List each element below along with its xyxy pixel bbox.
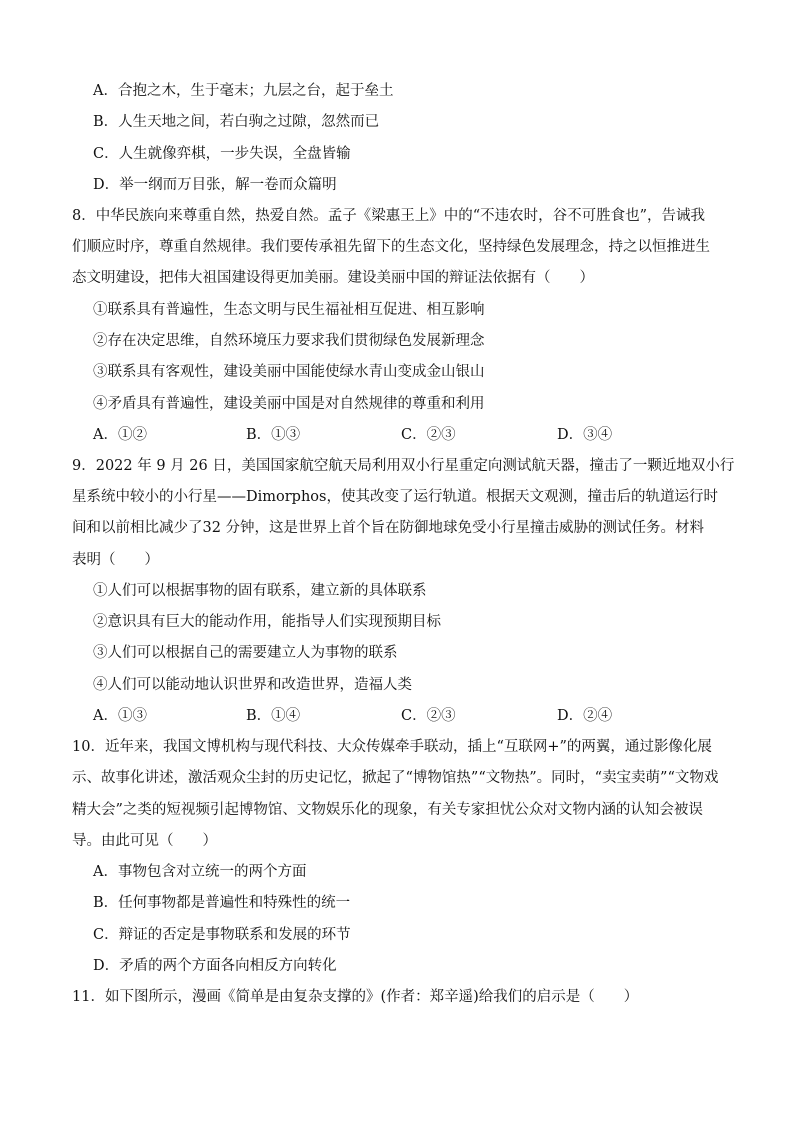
q8-choice-a: A．①② xyxy=(93,427,147,443)
q8-stem-line-3: 态文明建设，把伟大祖国建设得更加美丽。建设美丽中国的辩证法依据有（ ） xyxy=(72,270,594,286)
q10-option-b: B．任何事物都是普遍性和特殊性的统一 xyxy=(93,895,351,911)
q9-choice-b: B．①④ xyxy=(246,708,301,724)
q11-stem-line-1: 11．如下图所示，漫画《简单是由复杂支撑的》(作者：郑辛遥)给我们的启示是（ ） xyxy=(72,989,639,1005)
q8-stem-line-2: 们顺应时序，尊重自然规律。我们要传承祖先留下的生态文化，坚持绿色发展理念，持之以恒推进生 xyxy=(72,239,710,255)
q8-statement-4: ④矛盾具有普遍性，建设美丽中国是对自然规律的尊重和利用 xyxy=(93,396,485,412)
q9-stem-line-4: 表明（ ） xyxy=(72,552,159,568)
q9-statement-4: ④人们可以能动地认识世界和改造世界，造福人类 xyxy=(93,677,412,693)
q8-choice-d: D．③④ xyxy=(557,427,613,443)
q8-statement-1: ①联系具有普遍性，生态文明与民生福祉相互促进、相互影响 xyxy=(93,302,485,318)
q9-choice-c: C．②③ xyxy=(401,708,456,724)
q7-option-b: B．人生天地之间，若白驹之过隙，忽然而已 xyxy=(93,114,380,130)
q10-stem-line-3: 精大会”之类的短视频引起博物馆、文物娱乐化的现象，有关专家担忧公众对文物内涵的认知会被误 xyxy=(72,802,703,818)
q8-choice-b: B．①③ xyxy=(246,427,301,443)
q9-statement-2: ②意识具有巨大的能动作用，能指导人们实现预期目标 xyxy=(93,614,441,630)
q10-option-d: D．矛盾的两个方面各向相反方向转化 xyxy=(93,958,337,974)
q9-choice-d: D．②④ xyxy=(557,708,613,724)
q9-statement-1: ①人们可以根据事物的固有联系，建立新的具体联系 xyxy=(93,583,427,599)
q9-stem-line-3: 间和以前相比减少了32 分钟，这是世界上首个旨在防御地球免受小行星撞击威胁的测试任务。材料 xyxy=(72,520,705,536)
q8-statement-2: ②存在决定思维，自然环境压力要求我们贯彻绿色发展新理念 xyxy=(93,333,485,349)
q10-option-c: C．辩证的否定是事物联系和发展的环节 xyxy=(93,927,351,943)
q8-stem-line-1: 8．中华民族向来尊重自然，热爱自然。孟子《梁惠王上》中的“不违农时，谷不可胜食也”，告诫我 xyxy=(72,208,706,224)
q7-option-d: D．举一纲而万目张，解一卷而众篇明 xyxy=(93,177,337,193)
q9-stem-line-1: 9．2022 年 9 月 26 日，美国国家航空航天局利用双小行星重定向测试航天器，撞击了一颗近地双小行 xyxy=(72,458,735,474)
q8-statement-3: ③联系具有客观性，建设美丽中国能使绿水青山变成金山银山 xyxy=(93,364,485,380)
q8-choice-c: C．②③ xyxy=(401,427,456,443)
q9-statement-3: ③人们可以根据自己的需要建立人为事物的联系 xyxy=(93,645,398,661)
q10-stem-line-1: 10．近年来，我国文博机构与现代科技、大众传媒牵手联动，插上“互联网+”的两翼，通过影像化展 xyxy=(72,739,712,755)
q7-option-c: C．人生就像弈棋，一步失误，全盘皆输 xyxy=(93,146,351,162)
q10-option-a: A．事物包含对立统一的两个方面 xyxy=(93,864,307,880)
q10-stem-line-4: 导。由此可见（ ） xyxy=(72,833,217,849)
q9-choice-a: A．①③ xyxy=(93,708,147,724)
q10-stem-line-2: 示、故事化讲述，激活观众尘封的历史记忆，掀起了“博物馆热”“文物热”。同时，“卖宝卖萌”“文物戏 xyxy=(72,770,719,786)
q9-choices xyxy=(93,706,713,726)
q9-stem-line-2: 星系统中较小的小行星——Dimorphos，使其改变了运行轨道。根据天文观测，撞击后的轨道运行时 xyxy=(72,489,718,505)
q8-choices xyxy=(93,425,713,445)
q7-option-a: A．合抱之木，生于毫末；九层之台，起于垒土 xyxy=(93,83,394,99)
